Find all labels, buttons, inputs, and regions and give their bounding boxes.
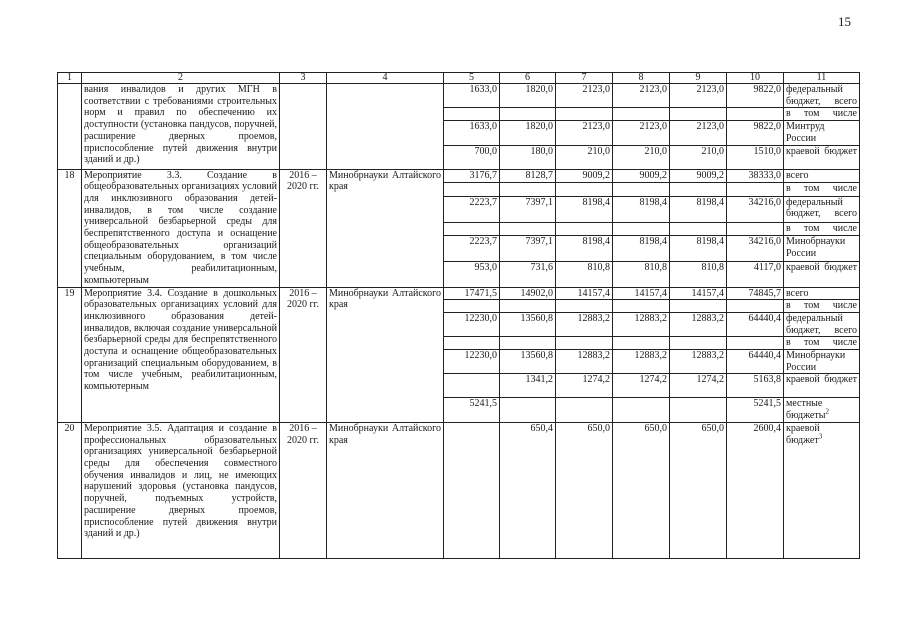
value-cell: 1633,0 (444, 121, 500, 145)
source-cell (784, 222, 860, 236)
value-cell (670, 108, 727, 121)
value-cell: 64440,4 (727, 312, 784, 336)
source-label: в том числе (786, 183, 857, 195)
source-label: всего (786, 169, 809, 181)
executor-cell: Минобрнауки Алтайского края (327, 422, 444, 558)
value-cell: 1820,0 (500, 121, 556, 145)
value-cell: 12883,2 (556, 312, 613, 336)
source-cell (784, 262, 860, 288)
executor-cell (327, 84, 444, 170)
value-cell: 1341,2 (500, 374, 556, 398)
header-cell: 3 (280, 73, 327, 84)
row-number-cell: 18 (58, 169, 82, 287)
source-cell (784, 422, 860, 558)
value-cell (727, 337, 784, 350)
source-label: федеральный бюджет, всего (786, 84, 857, 107)
table-row (58, 287, 860, 300)
row-number-cell (58, 84, 82, 170)
value-cell (670, 398, 727, 422)
value-cell: 2123,0 (556, 84, 613, 108)
header-row (58, 73, 860, 84)
table-row (58, 169, 860, 183)
value-cell (556, 337, 613, 350)
source-label: краевой бюджет (786, 374, 857, 386)
value-cell: 12883,2 (670, 350, 727, 374)
value-cell: 1633,0 (444, 84, 500, 108)
period-cell: 2016 – 2020 гг. (280, 169, 327, 287)
header-cell: 5 (444, 73, 500, 84)
value-cell: 2123,0 (670, 84, 727, 108)
description-cell: Мероприятие 3.4. Создание в дошкольных образовательных организациях условий для инклюзивного образования детей-инвалидов, включая создание универсальной безбарьерной среды для беспрепятственного доступа и оснащение общеобразовательных организаций специальным оборудованием, в том числе учебным, реабилитационным, компьютерным (82, 287, 280, 422)
value-cell: 12883,2 (556, 350, 613, 374)
value-cell: 64440,4 (727, 350, 784, 374)
value-cell: 2123,0 (556, 121, 613, 145)
value-cell: 5163,8 (727, 374, 784, 398)
period-cell: 2016 – 2020 гг. (280, 422, 327, 558)
source-cell (784, 236, 860, 262)
value-cell: 14157,4 (670, 287, 727, 300)
value-cell: 1510,0 (727, 145, 784, 169)
header-cell: 2 (82, 73, 280, 84)
source-cell (784, 398, 860, 422)
value-cell: 700,0 (444, 145, 500, 169)
value-cell (500, 398, 556, 422)
footnote-mark: 2 (825, 407, 829, 416)
value-cell: 12230,0 (444, 312, 500, 336)
value-cell: 2123,0 (670, 121, 727, 145)
value-cell (500, 183, 556, 197)
source-cell (784, 183, 860, 197)
value-cell: 2223,7 (444, 236, 500, 262)
value-cell (727, 108, 784, 121)
value-cell (556, 183, 613, 197)
description-cell: вания инвалидов и других МГН в соответствии с требованиями строительных норм и правил по обеспечению их доступности (установка пандусов, поручней, расширение дверных проемов, приспособление путей движения внутри зданий и др.) (82, 84, 280, 170)
source-label: федеральный бюджет, всего (786, 196, 857, 220)
value-cell (444, 422, 500, 558)
value-cell (444, 337, 500, 350)
value-cell (500, 337, 556, 350)
value-cell: 650,4 (500, 422, 556, 558)
value-cell: 8198,4 (613, 236, 670, 262)
source-cell (784, 374, 860, 398)
source-label: местные бюджеты (786, 398, 826, 422)
value-cell: 810,8 (670, 262, 727, 288)
value-cell (613, 108, 670, 121)
value-cell: 17471,5 (444, 287, 500, 300)
value-cell (670, 183, 727, 197)
value-cell: 650,0 (670, 422, 727, 558)
value-cell: 810,8 (556, 262, 613, 288)
header-cell: 11 (784, 73, 860, 84)
value-cell: 14157,4 (556, 287, 613, 300)
value-cell (613, 183, 670, 197)
source-cell (784, 287, 860, 300)
description-cell: Мероприятие 3.5. Адаптация и создание в профессиональных образовательных организациях универсальной безбарьерной среды для обеспечения совместного обучения инвалидов и лиц, не имеющих нарушений здоровья (установка пандусов, поручней, подъемных устройств, расширение дверных проемов, приспособление путей движения внутри зданий и др.) (82, 422, 280, 558)
footnote-mark: 3 (818, 432, 823, 441)
value-cell: 2123,0 (613, 84, 670, 108)
value-cell: 34216,0 (727, 196, 784, 222)
source-label: в том числе (786, 108, 857, 120)
source-cell (784, 108, 860, 121)
value-cell: 9009,2 (670, 169, 727, 183)
header-cell: 8 (613, 73, 670, 84)
value-cell (444, 222, 500, 236)
value-cell: 12883,2 (613, 350, 670, 374)
source-cell (784, 169, 860, 183)
value-cell: 12883,2 (613, 312, 670, 336)
value-cell (444, 108, 500, 121)
source-label: краевой бюджет (786, 145, 857, 157)
value-cell (556, 398, 613, 422)
value-cell (727, 222, 784, 236)
source-label: в том числе (786, 222, 857, 234)
value-cell: 1274,2 (670, 374, 727, 398)
value-cell: 2223,7 (444, 196, 500, 222)
value-cell (444, 183, 500, 197)
header-cell: 6 (500, 73, 556, 84)
value-cell: 12230,0 (444, 350, 500, 374)
value-cell: 8198,4 (556, 196, 613, 222)
value-cell: 7397,1 (500, 196, 556, 222)
value-cell: 13560,8 (500, 312, 556, 336)
value-cell: 9822,0 (727, 84, 784, 108)
value-cell (556, 222, 613, 236)
value-cell (444, 374, 500, 398)
value-cell (727, 300, 784, 313)
period-cell: 2016 – 2020 гг. (280, 287, 327, 422)
value-cell: 210,0 (556, 145, 613, 169)
value-cell (500, 222, 556, 236)
source-label: краевой бюджет (786, 262, 857, 273)
header-cell: 9 (670, 73, 727, 84)
source-label: Минобрнауки России (786, 236, 846, 259)
value-cell: 8198,4 (670, 236, 727, 262)
value-cell: 13560,8 (500, 350, 556, 374)
value-cell: 650,0 (613, 422, 670, 558)
value-cell: 210,0 (613, 145, 670, 169)
value-cell (613, 300, 670, 313)
table-row (58, 84, 860, 108)
row-number-cell: 19 (58, 287, 82, 422)
source-cell (784, 145, 860, 169)
header-cell: 4 (327, 73, 444, 84)
source-label: краевой бюджет (786, 422, 820, 446)
source-cell (784, 300, 860, 313)
value-cell: 731,6 (500, 262, 556, 288)
value-cell (556, 300, 613, 313)
header-cell: 1 (58, 73, 82, 84)
value-cell (500, 108, 556, 121)
value-cell: 34216,0 (727, 236, 784, 262)
source-label: Минобрнауки России (786, 350, 846, 373)
value-cell: 9009,2 (613, 169, 670, 183)
value-cell: 8128,7 (500, 169, 556, 183)
executor-cell: Минобрнауки Алтайского края (327, 287, 444, 422)
table-row (58, 422, 860, 558)
value-cell: 8198,4 (670, 196, 727, 222)
value-cell: 74845,7 (727, 287, 784, 300)
value-cell: 9009,2 (556, 169, 613, 183)
header-cell: 7 (556, 73, 613, 84)
value-cell (670, 337, 727, 350)
value-cell (670, 300, 727, 313)
value-cell: 650,0 (556, 422, 613, 558)
executor-cell: Минобрнауки Алтайского края (327, 169, 444, 287)
source-label: в том числе (786, 300, 857, 312)
value-cell: 14902,0 (500, 287, 556, 300)
source-cell (784, 121, 860, 145)
source-label: всего (786, 287, 809, 299)
value-cell: 7397,1 (500, 236, 556, 262)
source-label: федеральный бюджет, всего (786, 312, 857, 336)
value-cell: 4117,0 (727, 262, 784, 288)
value-cell (727, 183, 784, 197)
description-cell: Мероприятие 3.3. Создание в общеобразовательных организациях условий для инклюзивного образования детей-инвалидов, в том числе создание универсальной безбарьерной среды для беспрепятственного доступа и оснащение общеобразовательных организаций специальным оборудованием, в том числе учебным, реабилитационным, компьютерным (82, 169, 280, 287)
value-cell (444, 300, 500, 313)
value-cell: 180,0 (500, 145, 556, 169)
value-cell: 2600,4 (727, 422, 784, 558)
value-cell: 38333,0 (727, 169, 784, 183)
value-cell: 810,8 (613, 262, 670, 288)
source-label: Минтруд России (786, 121, 825, 144)
source-cell (784, 84, 860, 108)
value-cell: 1274,2 (613, 374, 670, 398)
value-cell: 9822,0 (727, 121, 784, 145)
value-cell: 1274,2 (556, 374, 613, 398)
value-cell (613, 337, 670, 350)
value-cell: 12883,2 (670, 312, 727, 336)
period-cell (280, 84, 327, 170)
value-cell (670, 222, 727, 236)
budget-table (57, 72, 860, 559)
value-cell: 8198,4 (556, 236, 613, 262)
value-cell (556, 108, 613, 121)
value-cell: 3176,7 (444, 169, 500, 183)
source-cell (784, 350, 860, 374)
source-cell (784, 196, 860, 222)
source-cell (784, 337, 860, 350)
source-label: в том числе (786, 337, 857, 349)
value-cell: 14157,4 (613, 287, 670, 300)
value-cell: 1820,0 (500, 84, 556, 108)
value-cell: 5241,5 (727, 398, 784, 422)
source-cell (784, 312, 860, 336)
row-number-cell: 20 (58, 422, 82, 558)
value-cell (613, 398, 670, 422)
value-cell: 5241,5 (444, 398, 500, 422)
value-cell (500, 300, 556, 313)
value-cell: 2123,0 (613, 121, 670, 145)
page-number: 15 (838, 14, 851, 29)
value-cell (613, 222, 670, 236)
header-cell: 10 (727, 73, 784, 84)
value-cell: 210,0 (670, 145, 727, 169)
value-cell: 8198,4 (613, 196, 670, 222)
value-cell: 953,0 (444, 262, 500, 288)
